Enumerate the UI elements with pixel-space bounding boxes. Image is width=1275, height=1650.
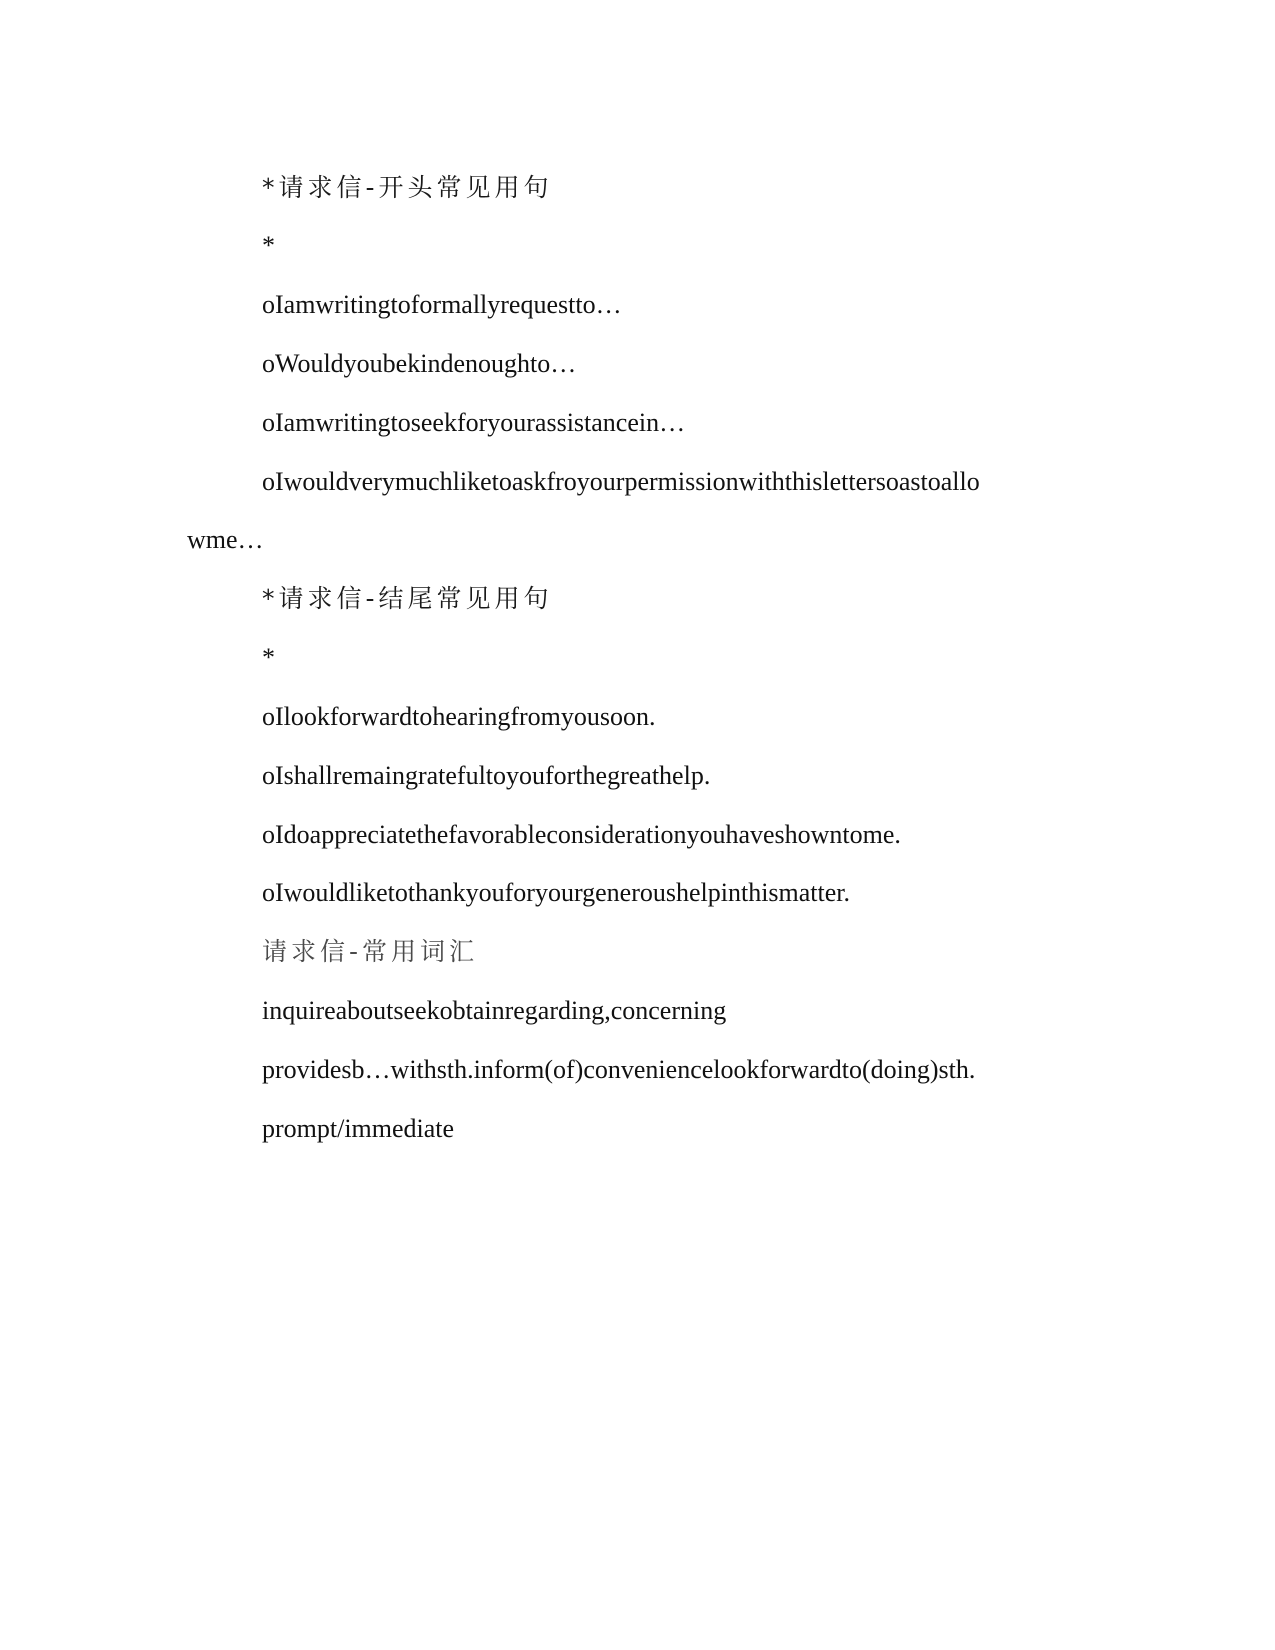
section-heading-vocabulary: 请求信-常用词汇 xyxy=(262,937,479,966)
vocabulary-line: providesb…withsth.inform(of)conveniencelookforwardto(doing)sth. xyxy=(262,1055,976,1084)
bullet-marker: * xyxy=(262,643,275,672)
section-heading-opening: *请求信-开头常见用句 xyxy=(262,173,553,202)
phrase-line: oIlookforwardtohearingfromyousoon. xyxy=(262,702,656,731)
phrase-line: oIwouldverymuchliketoaskfroyourpermissionwiththislettersoastoallo xyxy=(262,467,980,496)
phrase-line: oIamwritingtoformallyrequestto… xyxy=(262,290,622,319)
vocabulary-line: prompt/immediate xyxy=(262,1114,455,1143)
section-heading-closing: *请求信-结尾常见用句 xyxy=(262,584,553,613)
phrase-line: oIwouldliketothankyouforyourgeneroushelpinthismatter. xyxy=(262,878,851,907)
phrase-line: oIamwritingtoseekforyourassistancein… xyxy=(262,408,686,437)
phrase-line: oWouldyoubekindenoughto… xyxy=(262,349,577,378)
phrase-line: oIshallremaingratefultoyouforthegreathelp. xyxy=(262,761,711,790)
phrase-line-continuation: wme… xyxy=(187,525,264,554)
vocabulary-line: inquireaboutseekobtainregarding,concerning xyxy=(262,996,727,1025)
phrase-line: oIdoappreciatethefavorableconsiderationyouhaveshowntome. xyxy=(262,820,901,849)
bullet-marker: * xyxy=(262,231,275,260)
